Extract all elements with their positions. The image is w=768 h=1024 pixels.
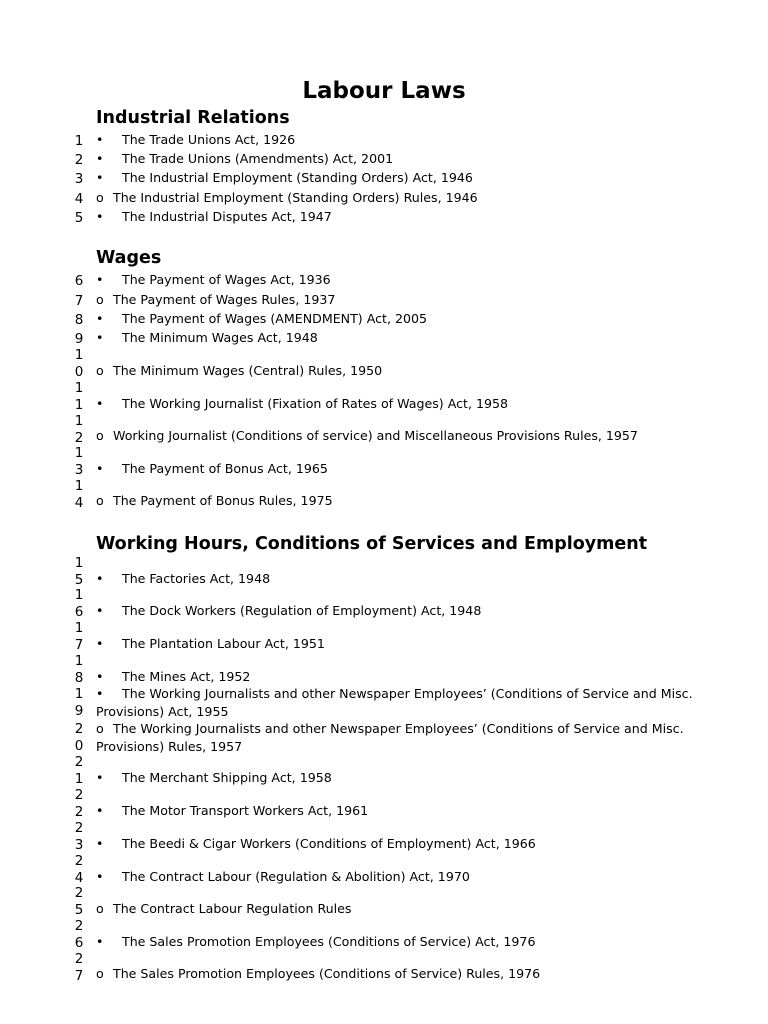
sub-bullet-icon: o: [96, 493, 104, 508]
list-item: [96, 492, 333, 510]
line-number: 2 3: [74, 820, 84, 853]
section-heading-wages: Wages: [96, 248, 162, 268]
line-number: 1 0: [74, 347, 84, 380]
list-item: [96, 900, 351, 918]
list-item: [96, 291, 335, 309]
line-number: 9: [74, 331, 84, 347]
line-number: 1 4: [74, 478, 84, 511]
list-item: [96, 310, 427, 328]
bullet-icon: •: [96, 311, 104, 326]
sub-bullet-icon: o: [96, 721, 104, 736]
list-item: [96, 329, 318, 347]
list-item: [96, 189, 478, 207]
line-number: 1 3: [74, 445, 84, 478]
list-item-text: The Beedi & Cigar Workers (Conditions of Employment) Act, 1966: [122, 836, 536, 851]
list-item-text: The Motor Transport Workers Act, 1961: [122, 803, 369, 818]
section-heading-industrial-relations: Industrial Relations: [96, 108, 290, 128]
bullet-icon: •: [96, 151, 104, 166]
line-number: 2 1: [74, 754, 84, 787]
line-number: 2 7: [74, 951, 84, 984]
line-number: 1 7: [74, 620, 84, 653]
bullet-icon: •: [96, 132, 104, 147]
list-item-text: The Trade Unions (Amendments) Act, 2001: [122, 151, 394, 166]
list-item: [96, 570, 270, 588]
line-number: 2 5: [74, 885, 84, 918]
list-item-text: The Plantation Labour Act, 1951: [122, 636, 325, 651]
list-item-text: The Minimum Wages (Central) Rules, 1950: [113, 363, 383, 378]
sub-bullet-icon: o: [96, 292, 104, 307]
list-item: [96, 169, 473, 187]
list-item-text: The Payment of Wages Rules, 1937: [113, 292, 336, 307]
line-number: 4: [74, 191, 84, 207]
list-item-text: The Industrial Employment (Standing Orders) Act, 1946: [122, 170, 473, 185]
list-item-text: The Trade Unions Act, 1926: [122, 132, 296, 147]
bullet-icon: •: [96, 669, 104, 684]
line-number: 6: [74, 273, 84, 289]
bullet-icon: •: [96, 836, 104, 851]
line-number: 8: [74, 312, 84, 328]
list-item: [96, 271, 331, 289]
list-item: [96, 208, 332, 226]
bullet-icon: •: [96, 603, 104, 618]
list-item: [96, 635, 325, 653]
line-number: 3: [74, 171, 84, 187]
line-number: 1 5: [74, 555, 84, 588]
list-item-text: The Mines Act, 1952: [122, 669, 251, 684]
list-item: [96, 965, 540, 983]
line-number: 5: [74, 210, 84, 226]
line-number: 2: [74, 152, 84, 168]
sub-bullet-icon: o: [96, 428, 104, 443]
bullet-icon: •: [96, 330, 104, 345]
sub-bullet-icon: o: [96, 190, 104, 205]
list-item-text: The Minimum Wages Act, 1948: [122, 330, 318, 345]
bullet-icon: •: [96, 686, 104, 701]
list-item: [96, 868, 470, 886]
list-item-text: The Payment of Bonus Rules, 1975: [113, 493, 333, 508]
list-item-text: The Dock Workers (Regulation of Employment) Act, 1948: [122, 603, 482, 618]
bullet-icon: •: [96, 571, 104, 586]
bullet-icon: •: [96, 272, 104, 287]
bullet-icon: •: [96, 869, 104, 884]
bullet-icon: •: [96, 803, 104, 818]
bullet-icon: •: [96, 170, 104, 185]
list-item: [96, 933, 535, 951]
line-number: 2 2: [74, 787, 84, 820]
list-item: [96, 395, 508, 413]
list-item: [96, 685, 706, 720]
sub-bullet-icon: o: [96, 363, 104, 378]
list-item-text: Working Journalist (Conditions of service) and Miscellaneous Provisions Rules, 1957: [113, 428, 638, 443]
list-item-text: The Contract Labour Regulation Rules: [113, 901, 352, 916]
list-item-text: The Working Journalists and other Newspaper Employees’ (Conditions of Service and Misc. Provisions) Act, 1955: [96, 686, 693, 719]
bullet-icon: •: [96, 636, 104, 651]
list-item: [96, 150, 393, 168]
line-number: 1 6: [74, 587, 84, 620]
list-item: [96, 427, 638, 445]
list-item: [96, 802, 368, 820]
line-number: 7: [74, 293, 84, 309]
list-item-text: The Payment of Bonus Act, 1965: [122, 461, 328, 476]
list-item-text: The Payment of Wages Act, 1936: [122, 272, 331, 287]
list-item-text: The Industrial Disputes Act, 1947: [122, 209, 332, 224]
list-item-text: The Working Journalists and other Newspaper Employees’ (Conditions of Service and Misc. Provisions) Rules, 1957: [96, 721, 684, 754]
line-number: 1: [74, 133, 84, 149]
sub-bullet-icon: o: [96, 901, 104, 916]
page-title: Labour Laws: [302, 78, 466, 104]
bullet-icon: •: [96, 209, 104, 224]
list-item-text: The Factories Act, 1948: [122, 571, 271, 586]
list-item-text: The Industrial Employment (Standing Orders) Rules, 1946: [113, 190, 478, 205]
list-item-text: The Merchant Shipping Act, 1958: [122, 770, 332, 785]
list-item-text: The Sales Promotion Employees (Conditions of Service) Rules, 1976: [113, 966, 541, 981]
bullet-icon: •: [96, 461, 104, 476]
list-item-text: The Sales Promotion Employees (Conditions of Service) Act, 1976: [122, 934, 536, 949]
bullet-icon: •: [96, 934, 104, 949]
line-number: 1 2: [74, 413, 84, 446]
section-heading-working-hours: Working Hours, Conditions of Services and Employment: [96, 534, 648, 554]
bullet-icon: •: [96, 396, 104, 411]
list-item-text: The Contract Labour (Regulation & Abolition) Act, 1970: [122, 869, 470, 884]
list-item: [96, 602, 481, 620]
sub-bullet-icon: o: [96, 966, 104, 981]
line-number: 2 4: [74, 853, 84, 886]
line-number: 2 0: [74, 721, 84, 754]
bullet-icon: •: [96, 770, 104, 785]
line-number: 1 8: [74, 653, 84, 686]
list-item: [96, 668, 250, 686]
list-item: [96, 769, 332, 787]
list-item: [96, 131, 295, 149]
list-item-text: The Payment of Wages (AMENDMENT) Act, 2005: [122, 311, 428, 326]
line-number: 1 9: [74, 686, 84, 719]
list-item-text: The Working Journalist (Fixation of Rates of Wages) Act, 1958: [122, 396, 509, 411]
line-number: 2 6: [74, 918, 84, 951]
list-item: [96, 460, 328, 478]
list-item: [96, 362, 382, 380]
line-number: 1 1: [74, 380, 84, 413]
list-item: [96, 720, 706, 755]
list-item: [96, 835, 536, 853]
